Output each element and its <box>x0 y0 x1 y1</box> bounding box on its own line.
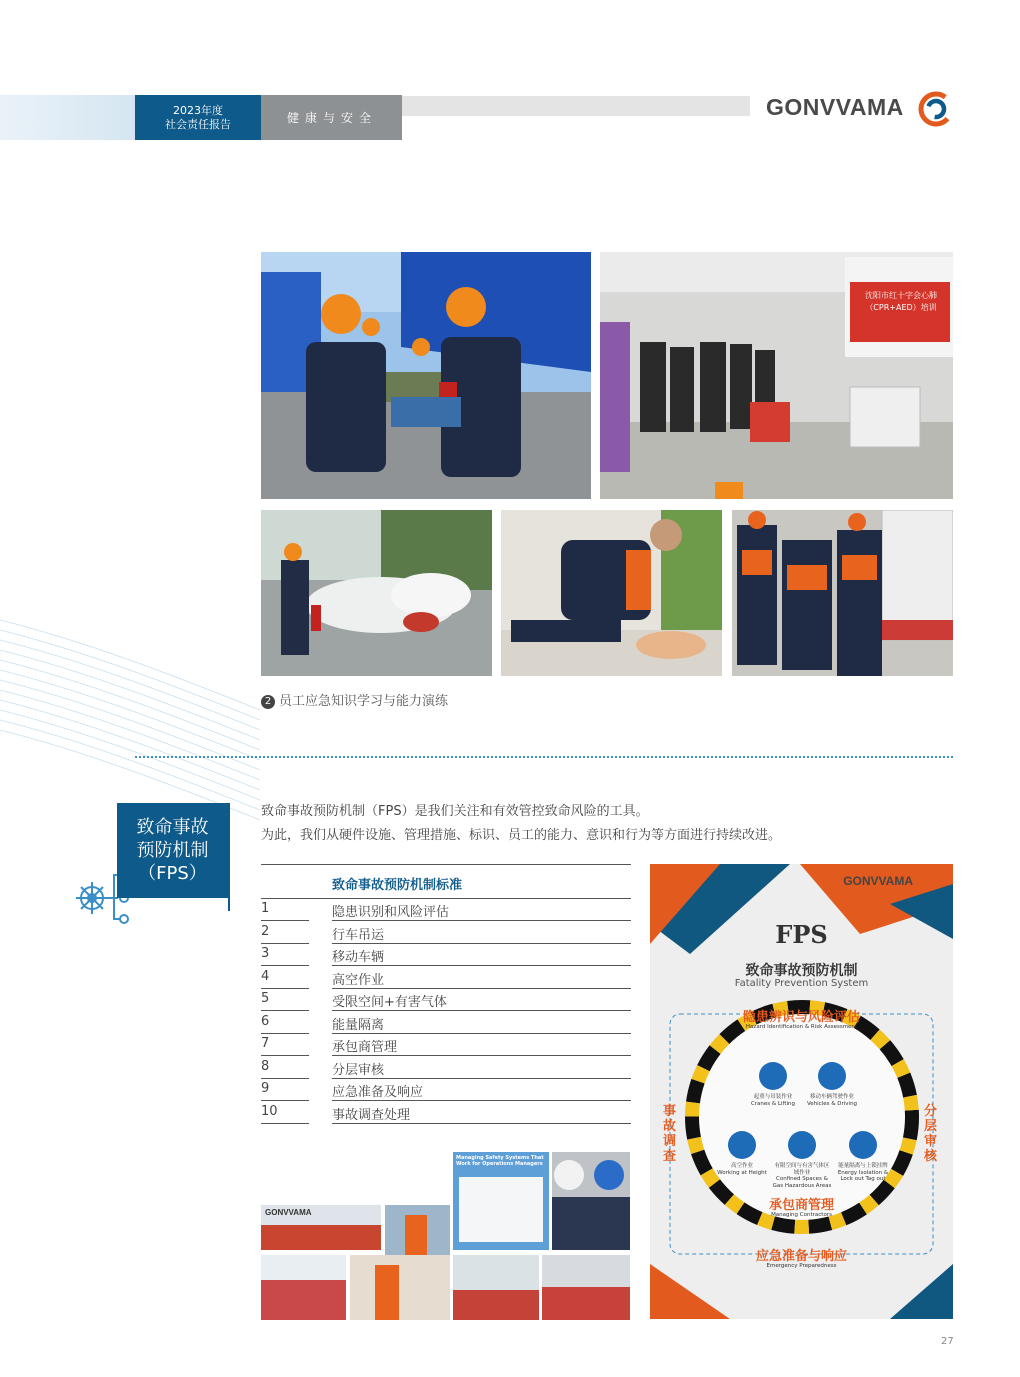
brand-wordmark: GONVVAMA <box>766 94 904 120</box>
row-standard-cell <box>332 1105 631 1124</box>
row-number: 9 <box>261 1081 270 1096</box>
poster-title-cn: 致命事故预防机制 <box>745 963 858 979</box>
row-number-cell <box>261 992 309 1011</box>
row-standard: 高空作业 <box>332 972 385 988</box>
poster-icon2-en: Vehicles & Driving <box>806 1100 858 1107</box>
table-row <box>261 1102 631 1125</box>
row-number: 7 <box>261 1036 270 1051</box>
row-standard-cell <box>332 925 631 944</box>
header-accent-strip <box>0 95 135 140</box>
poster-left-label: 事故调查 <box>663 1104 677 1164</box>
table-row <box>261 1012 631 1035</box>
row-standard: 分层审核 <box>332 1062 385 1078</box>
row-number: 8 <box>261 1058 270 1074</box>
collage-photo-display <box>350 1255 450 1320</box>
collage-board-title: Managing Safety Systems That Work for Operations Managers <box>456 1155 544 1167</box>
table-row <box>261 1079 631 1102</box>
poster-icon3-cn: 高空作业 <box>730 1163 753 1169</box>
row-number-cell <box>261 970 309 989</box>
table-row <box>261 1057 631 1080</box>
collage-photo-group <box>261 1255 346 1320</box>
poster-top-label-en: Hazard Identification & Risk Assessment <box>745 1024 858 1030</box>
photo-cpr-training-room <box>600 252 953 499</box>
section-tab <box>261 95 402 140</box>
row-standard: 行车吊运 <box>332 927 385 943</box>
poster-brand: GONVVAMA <box>843 874 913 888</box>
poster-center-label: 承包商管理 <box>768 1198 834 1213</box>
fps-intro-line1: 致命事故预防机制（FPS）是我们关注和有效管控致命风险的工具。 <box>261 804 649 819</box>
report-title: 社会责任报告 <box>165 117 231 131</box>
row-standard: 应急准备及响应 <box>332 1085 424 1100</box>
fps-poster <box>650 864 953 1319</box>
fps-title-edge <box>228 803 230 911</box>
section-title: 健康与安全 <box>287 111 378 125</box>
collage-photo-training <box>385 1205 450 1255</box>
photo-fire-extinguisher-drill <box>261 510 492 676</box>
report-badge <box>135 95 261 140</box>
poster-center-label-en: Managing Contractors <box>771 1212 832 1218</box>
row-standard-cell <box>332 992 631 1011</box>
photo-cpr-mannequin <box>501 510 722 676</box>
fps-intro <box>261 800 781 848</box>
poster-icon2-cn: 移动车辆驾驶作业 <box>809 1094 854 1100</box>
report-year: 2023年度 <box>173 103 223 117</box>
poster-fps-heading: FPS <box>775 920 828 949</box>
cpr-slide-line2: （CPR+AED）培训 <box>865 303 937 312</box>
poster-bottom-label: 应急准备与响应 <box>755 1249 847 1264</box>
poster-right-label: 分层审核 <box>924 1104 938 1164</box>
poster-icon2-caption <box>802 1094 862 1107</box>
row-number: 5 <box>261 991 270 1006</box>
row-standard-cell <box>332 1037 631 1056</box>
fps-title-line3: （FPS） <box>138 863 207 884</box>
row-number: 10 <box>261 1103 278 1119</box>
fps-intro-line2: 为此，我们从硬件设施、管理措施、标识、员工的能力、意识和行为等方面进行持续改进。 <box>261 828 782 843</box>
row-number-cell <box>261 1037 309 1056</box>
table-row <box>261 899 631 922</box>
table-row <box>261 967 631 990</box>
row-number-cell <box>261 1105 309 1124</box>
row-number-cell <box>261 925 309 944</box>
fps-standards-table <box>261 864 631 1124</box>
collage-board-photo <box>453 1152 549 1250</box>
row-number: 3 <box>261 946 270 961</box>
fps-section-title <box>117 803 228 898</box>
photo-safety-harness-training <box>732 510 953 676</box>
row-standard: 隐患识别和风险评估 <box>332 905 450 920</box>
poster-icon1-en: Cranes & Lifting <box>750 1100 796 1107</box>
row-number-cell <box>261 1015 309 1034</box>
poster-icon5-caption <box>833 1163 893 1183</box>
row-number-cell <box>261 1060 309 1079</box>
row-number-cell <box>261 902 309 921</box>
poster-title-en: Fatality Prevention System <box>734 978 869 989</box>
poster-icon4-en: Confined Spaces & Gas Hazardous Areas <box>772 1176 832 1189</box>
caption-number: 2 <box>261 695 275 709</box>
table-header <box>261 864 631 899</box>
table-row <box>261 989 631 1012</box>
poster-icon4-cn: 有限空间与有害气体区域作业 <box>774 1163 830 1176</box>
table-row <box>261 1034 631 1057</box>
poster-icon3-caption <box>712 1163 772 1176</box>
poster-icon4-caption <box>772 1163 832 1189</box>
row-standard-cell <box>332 1060 631 1079</box>
brand-logo-icon <box>916 89 956 129</box>
caption-text: 员工应急知识学习与能力演练 <box>279 694 449 709</box>
row-standard-cell <box>332 1015 631 1034</box>
row-number: 4 <box>261 968 270 984</box>
row-standard-cell <box>332 970 631 989</box>
section-divider <box>135 756 953 758</box>
row-standard: 受限空间+有害气体 <box>332 995 447 1010</box>
photo-stretcher-drill <box>261 252 591 499</box>
table-row <box>261 922 631 945</box>
row-number: 6 <box>261 1013 270 1029</box>
poster-icon1-cn: 起重与吊装作业 <box>753 1094 793 1100</box>
fps-title-line2: 预防机制 <box>136 840 209 861</box>
poster-bottom-label-en: Emergency Preparedness <box>766 1263 837 1269</box>
collage-banner-brand: GONVVAMA <box>265 1208 312 1217</box>
collage-helmet-photo <box>552 1152 630 1250</box>
poster-icon5-cn: 能量隔离与上锁挂牌 <box>838 1163 888 1169</box>
row-standard: 事故调查处理 <box>332 1107 411 1123</box>
cpr-slide-line1: 沈阳市红十字会心肺 <box>865 291 937 300</box>
row-standard: 承包商管理 <box>332 1040 398 1055</box>
collage-banner-photo <box>261 1205 381 1250</box>
poster-icon5-en: Energy Isolation & Lock out Tag out <box>837 1169 889 1182</box>
row-standard-cell <box>332 1082 631 1101</box>
collage-photo-event <box>453 1255 539 1320</box>
photo-caption <box>261 690 448 709</box>
table-row <box>261 944 631 967</box>
row-number-cell <box>261 947 309 966</box>
row-number-cell <box>261 1082 309 1101</box>
fps-title-line1: 致命事故 <box>136 817 209 838</box>
collage-photo-team <box>542 1255 630 1320</box>
poster-top-label: 隐患辨识与风险评估 <box>742 1010 860 1025</box>
row-standard-cell <box>332 947 631 966</box>
poster-icon1-caption <box>743 1094 803 1107</box>
row-standard: 能量隔离 <box>332 1017 385 1033</box>
table-header-label: 致命事故预防机制标准 <box>332 878 463 893</box>
poster-icon3-en: Working at Height <box>717 1169 767 1176</box>
row-number: 1 <box>261 901 270 916</box>
row-standard-cell <box>332 902 631 921</box>
row-standard: 移动车辆 <box>332 950 385 965</box>
header-bar <box>402 96 750 116</box>
row-number: 2 <box>261 923 270 939</box>
page-number: 27 <box>941 1336 954 1347</box>
